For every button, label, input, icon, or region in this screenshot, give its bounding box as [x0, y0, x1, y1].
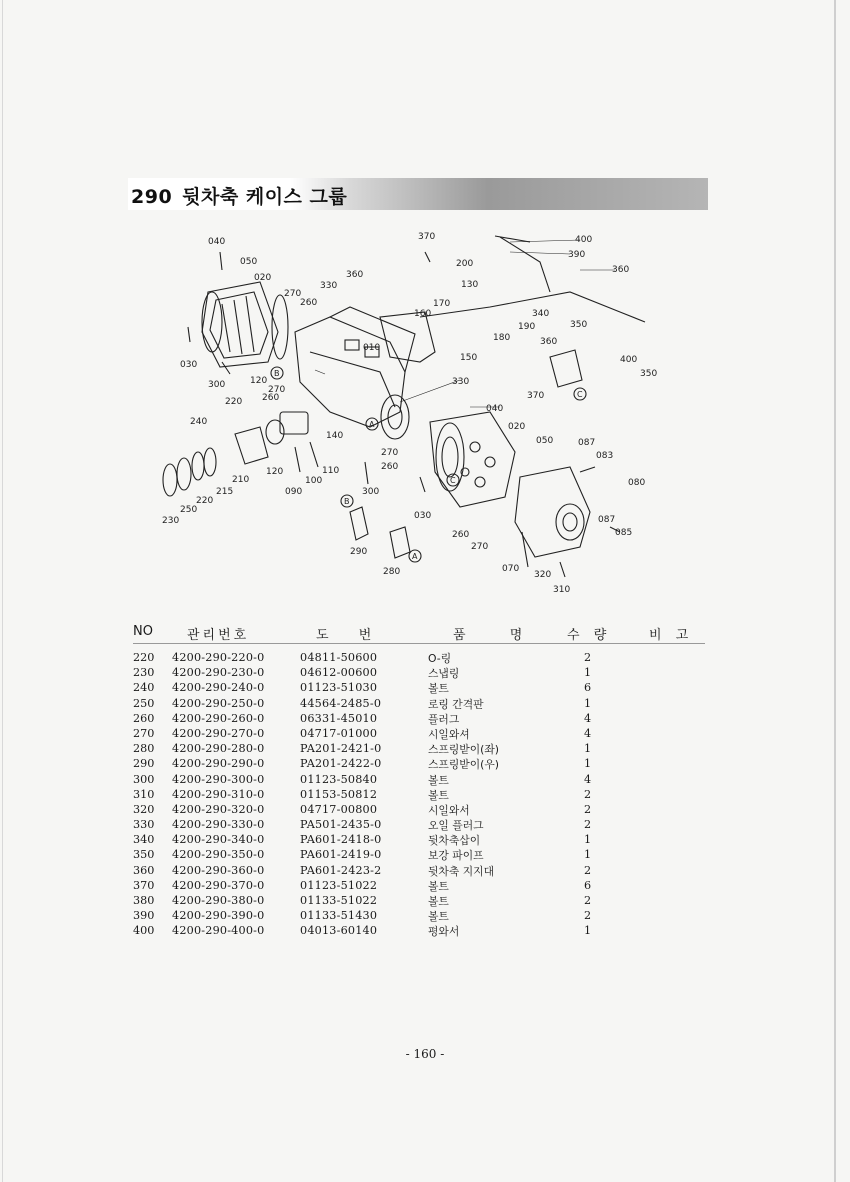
header-mgmt-number: 관리번호 [187, 628, 250, 643]
table-row [133, 712, 705, 727]
cell-quantity: 2 [584, 863, 592, 877]
table-row [133, 803, 705, 818]
svg-text:190: 190 [518, 322, 536, 332]
svg-text:270: 270 [381, 448, 399, 458]
cell-drawing-number: 04013-60140 [300, 924, 378, 938]
cell-no: 240 [133, 681, 155, 695]
cell-quantity: 2 [584, 787, 592, 801]
cell-part-name: 뒷차축삽이 [428, 834, 481, 848]
cell-mgmt-number: 4200-290-320-0 [172, 802, 265, 816]
cell-part-name: 보강 파이프 [428, 849, 484, 863]
svg-text:130: 130 [461, 280, 479, 290]
cell-drawing-number: PA601-2423-2 [300, 863, 382, 877]
cell-mgmt-number: 4200-290-380-0 [172, 894, 265, 907]
svg-text:160: 160 [414, 309, 432, 319]
cell-mgmt-number: 4200-290-330-0 [172, 818, 265, 832]
svg-text:120: 120 [266, 467, 284, 477]
header-part-name: 품 명 [453, 628, 523, 643]
cell-quantity: 4 [584, 772, 592, 786]
svg-text:270: 270 [284, 289, 302, 299]
svg-text:260: 260 [452, 530, 470, 540]
header-no: NO [133, 624, 153, 639]
cell-mgmt-number: 4200-290-310-0 [172, 787, 265, 801]
svg-text:C: C [450, 476, 456, 485]
cell-quantity: 2 [584, 651, 592, 664]
cell-quantity: 2 [584, 894, 592, 907]
cell-quantity: 4 [584, 726, 592, 740]
cell-drawing-number: 01123-51030 [300, 681, 378, 695]
cell-part-name: 스냅링 [428, 667, 460, 681]
svg-text:087: 087 [598, 515, 616, 525]
svg-text:A: A [369, 420, 375, 429]
cell-drawing-number: PA501-2435-0 [300, 818, 382, 832]
svg-text:040: 040 [486, 404, 504, 414]
cell-no: 220 [133, 651, 155, 664]
cell-mgmt-number: 4200-290-290-0 [172, 757, 265, 771]
cell-quantity: 2 [584, 818, 592, 832]
svg-text:090: 090 [285, 487, 303, 497]
svg-text:A: A [412, 552, 418, 561]
cell-part-name: 스프링받이(좌) [428, 743, 500, 757]
svg-text:400: 400 [620, 355, 638, 365]
cell-drawing-number: 01123-50840 [300, 772, 378, 786]
svg-text:270: 270 [471, 542, 489, 552]
header-quantity: 수 량 [567, 628, 607, 643]
cell-quantity: 4 [584, 711, 592, 725]
cell-part-name: 볼트 [428, 788, 449, 802]
cell-drawing-number: 01133-51430 [300, 909, 378, 923]
cell-quantity: 1 [584, 757, 592, 771]
cell-no: 320 [133, 802, 155, 816]
cell-quantity: 1 [584, 696, 592, 710]
cell-drawing-number: PA201-2422-0 [300, 757, 382, 771]
table-row [133, 894, 705, 909]
svg-text:170: 170 [433, 299, 451, 309]
svg-text:330: 330 [320, 281, 338, 291]
cell-no: 370 [133, 878, 155, 892]
svg-text:340: 340 [532, 309, 550, 319]
cell-part-name: 스프링받이(우) [428, 758, 500, 772]
cell-quantity: 6 [584, 878, 592, 892]
cell-mgmt-number: 4200-290-300-0 [172, 772, 265, 786]
cell-no: 280 [133, 742, 155, 756]
svg-text:260: 260 [300, 298, 318, 308]
cell-mgmt-number: 4200-290-270-0 [172, 726, 265, 740]
cell-drawing-number: 01153-50812 [300, 787, 378, 801]
cell-mgmt-number: 4200-290-280-0 [172, 742, 265, 756]
cell-no: 350 [133, 848, 155, 862]
cell-quantity: 2 [584, 802, 592, 816]
svg-text:360: 360 [612, 265, 630, 275]
table-row [133, 909, 705, 924]
cell-part-name: 볼트 [428, 773, 449, 787]
header-drawing-number: 도 번 [316, 628, 372, 643]
cell-drawing-number: 44564-2485-0 [300, 696, 382, 710]
svg-text:010: 010 [363, 343, 381, 353]
cell-quantity: 1 [584, 848, 592, 862]
svg-text:290: 290 [350, 547, 368, 557]
cell-no: 330 [133, 818, 155, 832]
cell-mgmt-number: 4200-290-370-0 [172, 878, 265, 892]
cell-quantity: 1 [584, 666, 592, 680]
svg-text:B: B [274, 369, 280, 378]
cell-mgmt-number: 4200-290-400-0 [172, 924, 265, 938]
table-row [133, 697, 705, 712]
cell-no: 290 [133, 757, 155, 771]
cell-part-name: 볼트 [428, 682, 449, 696]
svg-text:B: B [344, 497, 350, 506]
cell-no: 270 [133, 726, 155, 740]
svg-text:220: 220 [196, 496, 214, 506]
cell-part-name: 볼트 [428, 895, 449, 908]
cell-drawing-number: 06331-45010 [300, 711, 378, 725]
svg-text:330: 330 [452, 377, 470, 387]
cell-no: 230 [133, 666, 155, 680]
cell-part-name: 볼트 [428, 910, 449, 924]
svg-text:360: 360 [540, 337, 558, 347]
svg-text:240: 240 [190, 417, 208, 427]
svg-text:083: 083 [596, 451, 614, 461]
section-title [131, 182, 347, 209]
table-row [133, 757, 705, 772]
svg-text:050: 050 [536, 436, 554, 446]
svg-text:030: 030 [414, 511, 432, 521]
svg-text:250: 250 [180, 505, 198, 515]
svg-text:100: 100 [305, 476, 323, 486]
svg-text:260: 260 [262, 393, 280, 403]
left-hub-housing [202, 282, 278, 367]
cell-quantity: 1 [584, 924, 592, 938]
svg-text:350: 350 [570, 320, 588, 330]
cell-drawing-number: 04717-01000 [300, 726, 378, 740]
table-row [133, 788, 705, 803]
cell-mgmt-number: 4200-290-390-0 [172, 909, 265, 923]
svg-text:080: 080 [628, 478, 646, 488]
cell-no: 400 [133, 924, 155, 938]
svg-text:150: 150 [460, 353, 478, 363]
svg-text:390: 390 [568, 250, 586, 260]
cell-part-name: 볼트 [428, 879, 449, 893]
cell-quantity: 6 [584, 681, 592, 695]
center-axle-case [295, 307, 415, 439]
svg-text:020: 020 [508, 422, 526, 432]
table-row [133, 742, 705, 757]
cell-quantity: 2 [584, 909, 592, 923]
svg-text:280: 280 [383, 567, 401, 577]
cell-part-name: 로링 간격판 [428, 697, 484, 711]
right-cover [515, 467, 590, 557]
svg-text:040: 040 [208, 237, 226, 247]
cell-part-name: 뒷차축 지지대 [428, 864, 495, 878]
right-hub-housing [430, 412, 515, 507]
page-edge [834, 0, 836, 1182]
cell-mgmt-number: 4200-290-260-0 [172, 711, 265, 725]
svg-text:370: 370 [527, 391, 545, 401]
cell-no: 250 [133, 696, 155, 710]
page-number: - 160 - [405, 1047, 445, 1061]
cell-part-name: 오일 플러그 [428, 819, 484, 833]
cell-quantity: 1 [584, 833, 592, 847]
cell-mgmt-number: 4200-290-350-0 [172, 848, 265, 862]
cell-drawing-number: PA201-2421-0 [300, 742, 382, 756]
parts-table-header [133, 624, 693, 642]
svg-text:350: 350 [640, 369, 658, 379]
cell-mgmt-number: 4200-290-360-0 [172, 863, 265, 877]
cell-part-name: 시일와서 [428, 803, 470, 817]
cell-drawing-number: 04717-00800 [300, 802, 378, 816]
svg-text:360: 360 [346, 270, 364, 280]
table-row [133, 651, 705, 666]
svg-text:020: 020 [254, 273, 272, 283]
svg-text:140: 140 [326, 431, 344, 441]
cell-no: 310 [133, 787, 155, 801]
svg-text:260: 260 [381, 462, 399, 472]
cell-no: 340 [133, 833, 155, 847]
cell-part-name: 시일와셔 [428, 727, 470, 741]
section-name: 뒷차축 케이스 그룹 [182, 186, 348, 208]
svg-text:230: 230 [162, 516, 180, 526]
table-row [133, 879, 705, 894]
cell-mgmt-number: 4200-290-220-0 [172, 651, 265, 664]
header-remarks: 비 고 [649, 628, 689, 643]
cell-mgmt-number: 4200-290-240-0 [172, 681, 265, 695]
cell-part-name: 평와서 [428, 925, 460, 939]
svg-text:300: 300 [208, 380, 226, 390]
cell-drawing-number: PA601-2418-0 [300, 833, 382, 847]
cell-drawing-number: 01133-51022 [300, 894, 378, 907]
cell-mgmt-number: 4200-290-230-0 [172, 666, 265, 680]
section-number: 290 [131, 186, 173, 208]
cell-mgmt-number: 4200-290-340-0 [172, 833, 265, 847]
table-row [133, 924, 705, 939]
cell-drawing-number: PA601-2419-0 [300, 848, 382, 862]
cell-mgmt-number: 4200-290-250-0 [172, 696, 265, 710]
table-row [133, 848, 705, 863]
table-row [133, 864, 705, 879]
cell-part-name: O-링 [428, 652, 452, 665]
table-row [133, 681, 705, 696]
svg-text:210: 210 [232, 475, 250, 485]
cell-drawing-number: 01123-51022 [300, 878, 378, 892]
svg-text:270: 270 [268, 385, 286, 395]
table-row [133, 833, 705, 848]
cell-drawing-number: 04811-50600 [300, 651, 378, 664]
cell-no: 390 [133, 909, 155, 923]
cell-no: 380 [133, 894, 155, 907]
table-row [133, 666, 705, 681]
svg-text:220: 220 [225, 397, 243, 407]
cell-no: 300 [133, 772, 155, 786]
svg-text:310: 310 [553, 585, 571, 595]
svg-text:370: 370 [418, 232, 436, 242]
table-row [133, 773, 705, 788]
svg-text:300: 300 [362, 487, 380, 497]
exploded-parts-diagram [150, 222, 690, 607]
svg-text:085: 085 [615, 528, 633, 538]
parts-table-body [133, 651, 705, 940]
svg-text:087: 087 [578, 438, 596, 448]
svg-text:C: C [577, 390, 583, 399]
cell-no: 260 [133, 711, 155, 725]
svg-text:030: 030 [180, 360, 198, 370]
svg-text:050: 050 [240, 257, 258, 267]
svg-text:120: 120 [250, 376, 268, 386]
table-row [133, 727, 705, 742]
svg-text:400: 400 [575, 235, 593, 245]
cell-quantity: 1 [584, 742, 592, 756]
svg-text:320: 320 [534, 570, 552, 580]
cell-part-name: 플러그 [428, 712, 460, 726]
cell-drawing-number: 04612-00600 [300, 666, 378, 680]
svg-text:110: 110 [322, 466, 340, 476]
table-row [133, 818, 705, 833]
cell-no: 360 [133, 863, 155, 877]
header-rule [133, 643, 705, 644]
svg-text:070: 070 [502, 564, 520, 574]
svg-text:215: 215 [216, 487, 234, 497]
svg-text:180: 180 [493, 333, 511, 343]
svg-text:200: 200 [456, 259, 474, 269]
page-edge [2, 0, 3, 1182]
